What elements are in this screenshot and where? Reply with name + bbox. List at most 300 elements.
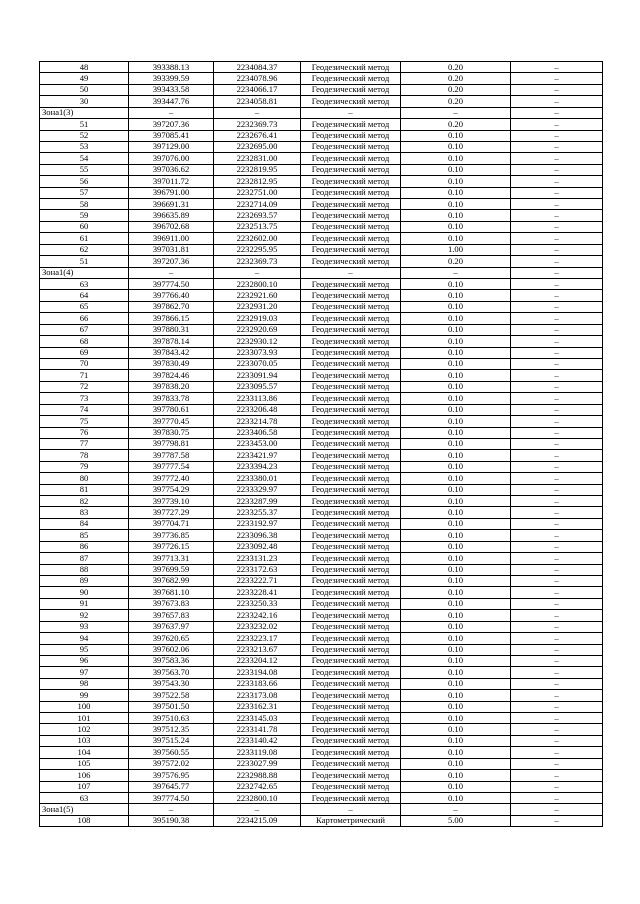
method-cell: Геодезический метод xyxy=(301,758,401,769)
accuracy-cell: 0.10 xyxy=(401,758,511,769)
x-coordinate-cell: 397866.15 xyxy=(129,313,214,324)
table-row xyxy=(40,416,603,427)
accuracy-cell: 0.10 xyxy=(401,370,511,381)
y-coordinate-cell: 2233232.02 xyxy=(214,621,301,632)
table-row xyxy=(40,279,603,290)
x-coordinate-cell: 397830.75 xyxy=(129,427,214,438)
table-row xyxy=(40,735,603,746)
point-number-cell: 107 xyxy=(40,781,129,792)
x-coordinate-cell: 393447.76 xyxy=(129,96,214,107)
note-cell: – xyxy=(511,290,603,301)
method-cell: Геодезический метод xyxy=(301,587,401,598)
point-number-cell: 51 xyxy=(40,119,129,130)
method-cell: Геодезический метод xyxy=(301,713,401,724)
method-cell: – xyxy=(301,107,401,118)
method-cell: Геодезический метод xyxy=(301,735,401,746)
table-row xyxy=(40,290,603,301)
method-cell: Геодезический метод xyxy=(301,655,401,666)
accuracy-cell: 0.10 xyxy=(401,507,511,518)
point-number-cell: 60 xyxy=(40,221,129,232)
note-cell: – xyxy=(511,484,603,495)
point-number-cell: 81 xyxy=(40,484,129,495)
y-coordinate-cell: 2232742.65 xyxy=(214,781,301,792)
note-cell: – xyxy=(511,404,603,415)
point-number-cell: 52 xyxy=(40,130,129,141)
point-number-cell: 71 xyxy=(40,370,129,381)
table-row xyxy=(40,564,603,575)
point-number-cell: 89 xyxy=(40,575,129,586)
point-number-cell: 79 xyxy=(40,461,129,472)
method-cell: Геодезический метод xyxy=(301,496,401,507)
y-coordinate-cell: 2233140.42 xyxy=(214,735,301,746)
accuracy-cell: 0.10 xyxy=(401,530,511,541)
table-row xyxy=(40,244,603,255)
accuracy-cell: 0.10 xyxy=(401,484,511,495)
accuracy-cell: 0.20 xyxy=(401,62,511,73)
accuracy-cell: 0.10 xyxy=(401,690,511,701)
coordinates-table xyxy=(39,61,603,827)
y-coordinate-cell: 2232295.95 xyxy=(214,244,301,255)
x-coordinate-cell: 397036.62 xyxy=(129,164,214,175)
table-row xyxy=(40,381,603,392)
note-cell: – xyxy=(511,473,603,484)
method-cell: Геодезический метод xyxy=(301,404,401,415)
table-row xyxy=(40,507,603,518)
x-coordinate-cell: 397620.65 xyxy=(129,633,214,644)
point-number-cell: 95 xyxy=(40,644,129,655)
note-cell: – xyxy=(511,793,603,804)
y-coordinate-cell: 2233141.78 xyxy=(214,724,301,735)
table-row xyxy=(40,221,603,232)
x-coordinate-cell: 397583.36 xyxy=(129,655,214,666)
y-coordinate-cell: 2232693.57 xyxy=(214,210,301,221)
point-number-cell: 68 xyxy=(40,336,129,347)
table-row xyxy=(40,724,603,735)
accuracy-cell: 0.20 xyxy=(401,96,511,107)
accuracy-cell: 0.10 xyxy=(401,496,511,507)
note-cell: – xyxy=(511,313,603,324)
note-cell: – xyxy=(511,461,603,472)
method-cell: Геодезический метод xyxy=(301,427,401,438)
note-cell: – xyxy=(511,141,603,152)
note-cell: – xyxy=(511,610,603,621)
note-cell: – xyxy=(511,575,603,586)
note-cell: – xyxy=(511,621,603,632)
note-cell: – xyxy=(511,62,603,73)
point-number-cell: 58 xyxy=(40,199,129,210)
accuracy-cell: 0.10 xyxy=(401,678,511,689)
table-row xyxy=(40,450,603,461)
y-coordinate-cell: 2233228.41 xyxy=(214,587,301,598)
accuracy-cell: 0.10 xyxy=(401,724,511,735)
point-number-cell: 76 xyxy=(40,427,129,438)
table-row xyxy=(40,781,603,792)
y-coordinate-cell: 2233206.48 xyxy=(214,404,301,415)
note-cell: – xyxy=(511,210,603,221)
point-number-cell: 49 xyxy=(40,73,129,84)
y-coordinate-cell: 2233092.48 xyxy=(214,541,301,552)
point-number-cell: 72 xyxy=(40,381,129,392)
point-number-cell: 87 xyxy=(40,553,129,564)
method-cell: Геодезический метод xyxy=(301,667,401,678)
table-row xyxy=(40,141,603,152)
note-cell: – xyxy=(511,553,603,564)
table-row xyxy=(40,747,603,758)
method-cell: Геодезический метод xyxy=(301,233,401,244)
point-number-cell: 99 xyxy=(40,690,129,701)
y-coordinate-cell: 2233173.08 xyxy=(214,690,301,701)
point-number-cell: 30 xyxy=(40,96,129,107)
y-coordinate-cell: 2233380.01 xyxy=(214,473,301,484)
method-cell: Геодезический метод xyxy=(301,256,401,267)
note-cell: – xyxy=(511,347,603,358)
method-cell: Геодезический метод xyxy=(301,770,401,781)
accuracy-cell: 0.10 xyxy=(401,347,511,358)
method-cell: – xyxy=(301,267,401,278)
table-row xyxy=(40,473,603,484)
point-number-cell: 65 xyxy=(40,301,129,312)
accuracy-cell: 0.10 xyxy=(401,553,511,564)
method-cell: Геодезический метод xyxy=(301,438,401,449)
note-cell: – xyxy=(511,655,603,666)
table-row xyxy=(40,187,603,198)
x-coordinate-cell: 397739.10 xyxy=(129,496,214,507)
table-row xyxy=(40,633,603,644)
method-cell: Геодезический метод xyxy=(301,575,401,586)
x-coordinate-cell: 397207.36 xyxy=(129,119,214,130)
point-number-cell: 57 xyxy=(40,187,129,198)
x-coordinate-cell: 397031.81 xyxy=(129,244,214,255)
method-cell: Геодезический метод xyxy=(301,141,401,152)
point-number-cell: 104 xyxy=(40,747,129,758)
x-coordinate-cell: 397772.40 xyxy=(129,473,214,484)
accuracy-cell: 0.10 xyxy=(401,438,511,449)
y-coordinate-cell: 2233096.38 xyxy=(214,530,301,541)
accuracy-cell: 0.10 xyxy=(401,713,511,724)
note-cell: – xyxy=(511,724,603,735)
x-coordinate-cell: 397560.55 xyxy=(129,747,214,758)
point-number-cell: 69 xyxy=(40,347,129,358)
coordinates-table-body xyxy=(40,62,603,827)
method-cell: Геодезический метод xyxy=(301,130,401,141)
accuracy-cell: 0.10 xyxy=(401,770,511,781)
accuracy-cell: 0.10 xyxy=(401,518,511,529)
point-number-cell: 50 xyxy=(40,84,129,95)
y-coordinate-cell: 2232919.03 xyxy=(214,313,301,324)
y-coordinate-cell: 2232714.09 xyxy=(214,199,301,210)
table-row xyxy=(40,427,603,438)
y-coordinate-cell: 2232695.00 xyxy=(214,141,301,152)
y-coordinate-cell: – xyxy=(214,267,301,278)
point-number-cell: 82 xyxy=(40,496,129,507)
point-number-cell: 102 xyxy=(40,724,129,735)
y-coordinate-cell: 2232831.00 xyxy=(214,153,301,164)
note-cell: – xyxy=(511,130,603,141)
accuracy-cell: 0.10 xyxy=(401,644,511,655)
method-cell: Геодезический метод xyxy=(301,598,401,609)
table-row xyxy=(40,301,603,312)
point-number-cell: 77 xyxy=(40,438,129,449)
accuracy-cell: 0.10 xyxy=(401,416,511,427)
y-coordinate-cell: 2233027.99 xyxy=(214,758,301,769)
zone-label-cell: Зона1(5) xyxy=(40,804,129,815)
y-coordinate-cell: 2234058.81 xyxy=(214,96,301,107)
method-cell: Геодезический метод xyxy=(301,678,401,689)
method-cell: Геодезический метод xyxy=(301,96,401,107)
accuracy-cell: 0.10 xyxy=(401,221,511,232)
note-cell: – xyxy=(511,164,603,175)
note-cell: – xyxy=(511,518,603,529)
point-number-cell: 94 xyxy=(40,633,129,644)
table-row xyxy=(40,770,603,781)
method-cell: Геодезический метод xyxy=(301,518,401,529)
x-coordinate-cell: 397780.61 xyxy=(129,404,214,415)
y-coordinate-cell: 2233131.23 xyxy=(214,553,301,564)
accuracy-cell: 0.10 xyxy=(401,313,511,324)
zone-header-row xyxy=(40,804,603,815)
x-coordinate-cell: 397713.31 xyxy=(129,553,214,564)
x-coordinate-cell: 397682.99 xyxy=(129,575,214,586)
method-cell: Геодезический метод xyxy=(301,701,401,712)
note-cell: – xyxy=(511,713,603,724)
x-coordinate-cell: 397515.24 xyxy=(129,735,214,746)
accuracy-cell: 0.10 xyxy=(401,393,511,404)
method-cell: Геодезический метод xyxy=(301,416,401,427)
accuracy-cell: 0.10 xyxy=(401,404,511,415)
table-row xyxy=(40,336,603,347)
note-cell: – xyxy=(511,84,603,95)
method-cell: Геодезический метод xyxy=(301,473,401,484)
note-cell: – xyxy=(511,267,603,278)
point-number-cell: 88 xyxy=(40,564,129,575)
point-number-cell: 53 xyxy=(40,141,129,152)
point-number-cell: 103 xyxy=(40,735,129,746)
point-number-cell: 54 xyxy=(40,153,129,164)
method-cell: Геодезический метод xyxy=(301,484,401,495)
y-coordinate-cell: 2233329.97 xyxy=(214,484,301,495)
note-cell: – xyxy=(511,667,603,678)
y-coordinate-cell: 2233222.71 xyxy=(214,575,301,586)
y-coordinate-cell: 2233421.97 xyxy=(214,450,301,461)
accuracy-cell: 0.10 xyxy=(401,427,511,438)
accuracy-cell: 0.10 xyxy=(401,141,511,152)
method-cell: Геодезический метод xyxy=(301,210,401,221)
accuracy-cell: 0.20 xyxy=(401,84,511,95)
x-coordinate-cell: 397736.85 xyxy=(129,530,214,541)
note-cell: – xyxy=(511,176,603,187)
y-coordinate-cell: 2232921.60 xyxy=(214,290,301,301)
y-coordinate-cell: 2232751.00 xyxy=(214,187,301,198)
method-cell: Геодезический метод xyxy=(301,690,401,701)
method-cell: Геодезический метод xyxy=(301,62,401,73)
method-cell: Геодезический метод xyxy=(301,301,401,312)
point-number-cell: 67 xyxy=(40,324,129,335)
accuracy-cell: 0.10 xyxy=(401,667,511,678)
y-coordinate-cell: 2233145.03 xyxy=(214,713,301,724)
y-coordinate-cell: 2233255.37 xyxy=(214,507,301,518)
method-cell: Геодезический метод xyxy=(301,530,401,541)
accuracy-cell: 0.10 xyxy=(401,130,511,141)
accuracy-cell: – xyxy=(401,107,511,118)
y-coordinate-cell: 2233394.23 xyxy=(214,461,301,472)
note-cell: – xyxy=(511,598,603,609)
x-coordinate-cell: 396691.31 xyxy=(129,199,214,210)
method-cell: Геодезический метод xyxy=(301,176,401,187)
x-coordinate-cell: 397787.58 xyxy=(129,450,214,461)
accuracy-cell: 0.20 xyxy=(401,119,511,130)
y-coordinate-cell: 2233213.67 xyxy=(214,644,301,655)
method-cell: Геодезический метод xyxy=(301,781,401,792)
x-coordinate-cell: – xyxy=(129,267,214,278)
y-coordinate-cell: 2233214.78 xyxy=(214,416,301,427)
table-row xyxy=(40,233,603,244)
x-coordinate-cell: 397880.31 xyxy=(129,324,214,335)
note-cell: – xyxy=(511,324,603,335)
x-coordinate-cell: 397681.10 xyxy=(129,587,214,598)
table-row xyxy=(40,484,603,495)
y-coordinate-cell: 2233091.94 xyxy=(214,370,301,381)
point-number-cell: 61 xyxy=(40,233,129,244)
zone-header-row xyxy=(40,107,603,118)
y-coordinate-cell: 2232513.75 xyxy=(214,221,301,232)
accuracy-cell: 0.10 xyxy=(401,793,511,804)
note-cell: – xyxy=(511,758,603,769)
accuracy-cell: 0.10 xyxy=(401,176,511,187)
method-cell: Геодезический метод xyxy=(301,553,401,564)
note-cell: – xyxy=(511,644,603,655)
accuracy-cell: 0.10 xyxy=(401,473,511,484)
accuracy-cell: 0.10 xyxy=(401,358,511,369)
table-row xyxy=(40,176,603,187)
point-number-cell: 63 xyxy=(40,279,129,290)
accuracy-cell: 0.10 xyxy=(401,279,511,290)
table-row xyxy=(40,530,603,541)
table-row xyxy=(40,210,603,221)
method-cell: Геодезический метод xyxy=(301,564,401,575)
method-cell: Геодезический метод xyxy=(301,119,401,130)
accuracy-cell: 0.10 xyxy=(401,381,511,392)
method-cell: Геодезический метод xyxy=(301,621,401,632)
x-coordinate-cell: 397522.58 xyxy=(129,690,214,701)
accuracy-cell: 0.10 xyxy=(401,336,511,347)
point-number-cell: 85 xyxy=(40,530,129,541)
point-number-cell: 73 xyxy=(40,393,129,404)
x-coordinate-cell: 396791.00 xyxy=(129,187,214,198)
method-cell: Геодезический метод xyxy=(301,187,401,198)
method-cell: Геодезический метод xyxy=(301,393,401,404)
table-row xyxy=(40,393,603,404)
method-cell: Геодезический метод xyxy=(301,793,401,804)
method-cell: Геодезический метод xyxy=(301,313,401,324)
x-coordinate-cell: 397798.81 xyxy=(129,438,214,449)
table-row xyxy=(40,164,603,175)
accuracy-cell: 0.10 xyxy=(401,610,511,621)
y-coordinate-cell: 2234084.37 xyxy=(214,62,301,73)
y-coordinate-cell: 2233183.66 xyxy=(214,678,301,689)
table-row xyxy=(40,610,603,621)
method-cell: Геодезический метод xyxy=(301,461,401,472)
note-cell: – xyxy=(511,804,603,815)
note-cell: – xyxy=(511,119,603,130)
note-cell: – xyxy=(511,438,603,449)
x-coordinate-cell: – xyxy=(129,804,214,815)
y-coordinate-cell: – xyxy=(214,804,301,815)
y-coordinate-cell: 2233250.33 xyxy=(214,598,301,609)
note-cell: – xyxy=(511,301,603,312)
x-coordinate-cell: 397843.42 xyxy=(129,347,214,358)
note-cell: – xyxy=(511,564,603,575)
y-coordinate-cell: 2232819.95 xyxy=(214,164,301,175)
y-coordinate-cell: 2233223.17 xyxy=(214,633,301,644)
accuracy-cell: 0.10 xyxy=(401,290,511,301)
method-cell: Геодезический метод xyxy=(301,336,401,347)
method-cell: Геодезический метод xyxy=(301,221,401,232)
method-cell: Геодезический метод xyxy=(301,370,401,381)
table-row xyxy=(40,96,603,107)
point-number-cell: 70 xyxy=(40,358,129,369)
y-coordinate-cell: 2233204.12 xyxy=(214,655,301,666)
note-cell: – xyxy=(511,381,603,392)
table-row xyxy=(40,553,603,564)
method-cell: Геодезический метод xyxy=(301,279,401,290)
note-cell: – xyxy=(511,96,603,107)
accuracy-cell: 0.10 xyxy=(401,747,511,758)
note-cell: – xyxy=(511,541,603,552)
note-cell: – xyxy=(511,221,603,232)
point-number-cell: 97 xyxy=(40,667,129,678)
accuracy-cell: 0.10 xyxy=(401,701,511,712)
point-number-cell: 100 xyxy=(40,701,129,712)
accuracy-cell: 0.10 xyxy=(401,187,511,198)
x-coordinate-cell: 396911.00 xyxy=(129,233,214,244)
point-number-cell: 63 xyxy=(40,793,129,804)
accuracy-cell: – xyxy=(401,804,511,815)
point-number-cell: 83 xyxy=(40,507,129,518)
x-coordinate-cell: 397838.20 xyxy=(129,381,214,392)
y-coordinate-cell: 2233242.16 xyxy=(214,610,301,621)
method-cell: Геодезический метод xyxy=(301,324,401,335)
note-cell: – xyxy=(511,735,603,746)
x-coordinate-cell: 397704.71 xyxy=(129,518,214,529)
method-cell: – xyxy=(301,804,401,815)
y-coordinate-cell: 2232920.69 xyxy=(214,324,301,335)
note-cell: – xyxy=(511,187,603,198)
note-cell: – xyxy=(511,73,603,84)
table-row xyxy=(40,598,603,609)
point-number-cell: 106 xyxy=(40,770,129,781)
point-number-cell: 64 xyxy=(40,290,129,301)
table-row xyxy=(40,793,603,804)
note-cell: – xyxy=(511,496,603,507)
method-cell: Геодезический метод xyxy=(301,541,401,552)
note-cell: – xyxy=(511,358,603,369)
table-row xyxy=(40,153,603,164)
method-cell: Геодезический метод xyxy=(301,73,401,84)
note-cell: – xyxy=(511,256,603,267)
x-coordinate-cell: 397645.77 xyxy=(129,781,214,792)
accuracy-cell: 0.20 xyxy=(401,256,511,267)
table-row xyxy=(40,84,603,95)
table-row xyxy=(40,575,603,586)
method-cell: Геодезический метод xyxy=(301,290,401,301)
point-number-cell: 51 xyxy=(40,256,129,267)
y-coordinate-cell: 2233287.99 xyxy=(214,496,301,507)
x-coordinate-cell: 397572.02 xyxy=(129,758,214,769)
note-cell: – xyxy=(511,153,603,164)
x-coordinate-cell: 397602.06 xyxy=(129,644,214,655)
note-cell: – xyxy=(511,678,603,689)
note-cell: – xyxy=(511,781,603,792)
